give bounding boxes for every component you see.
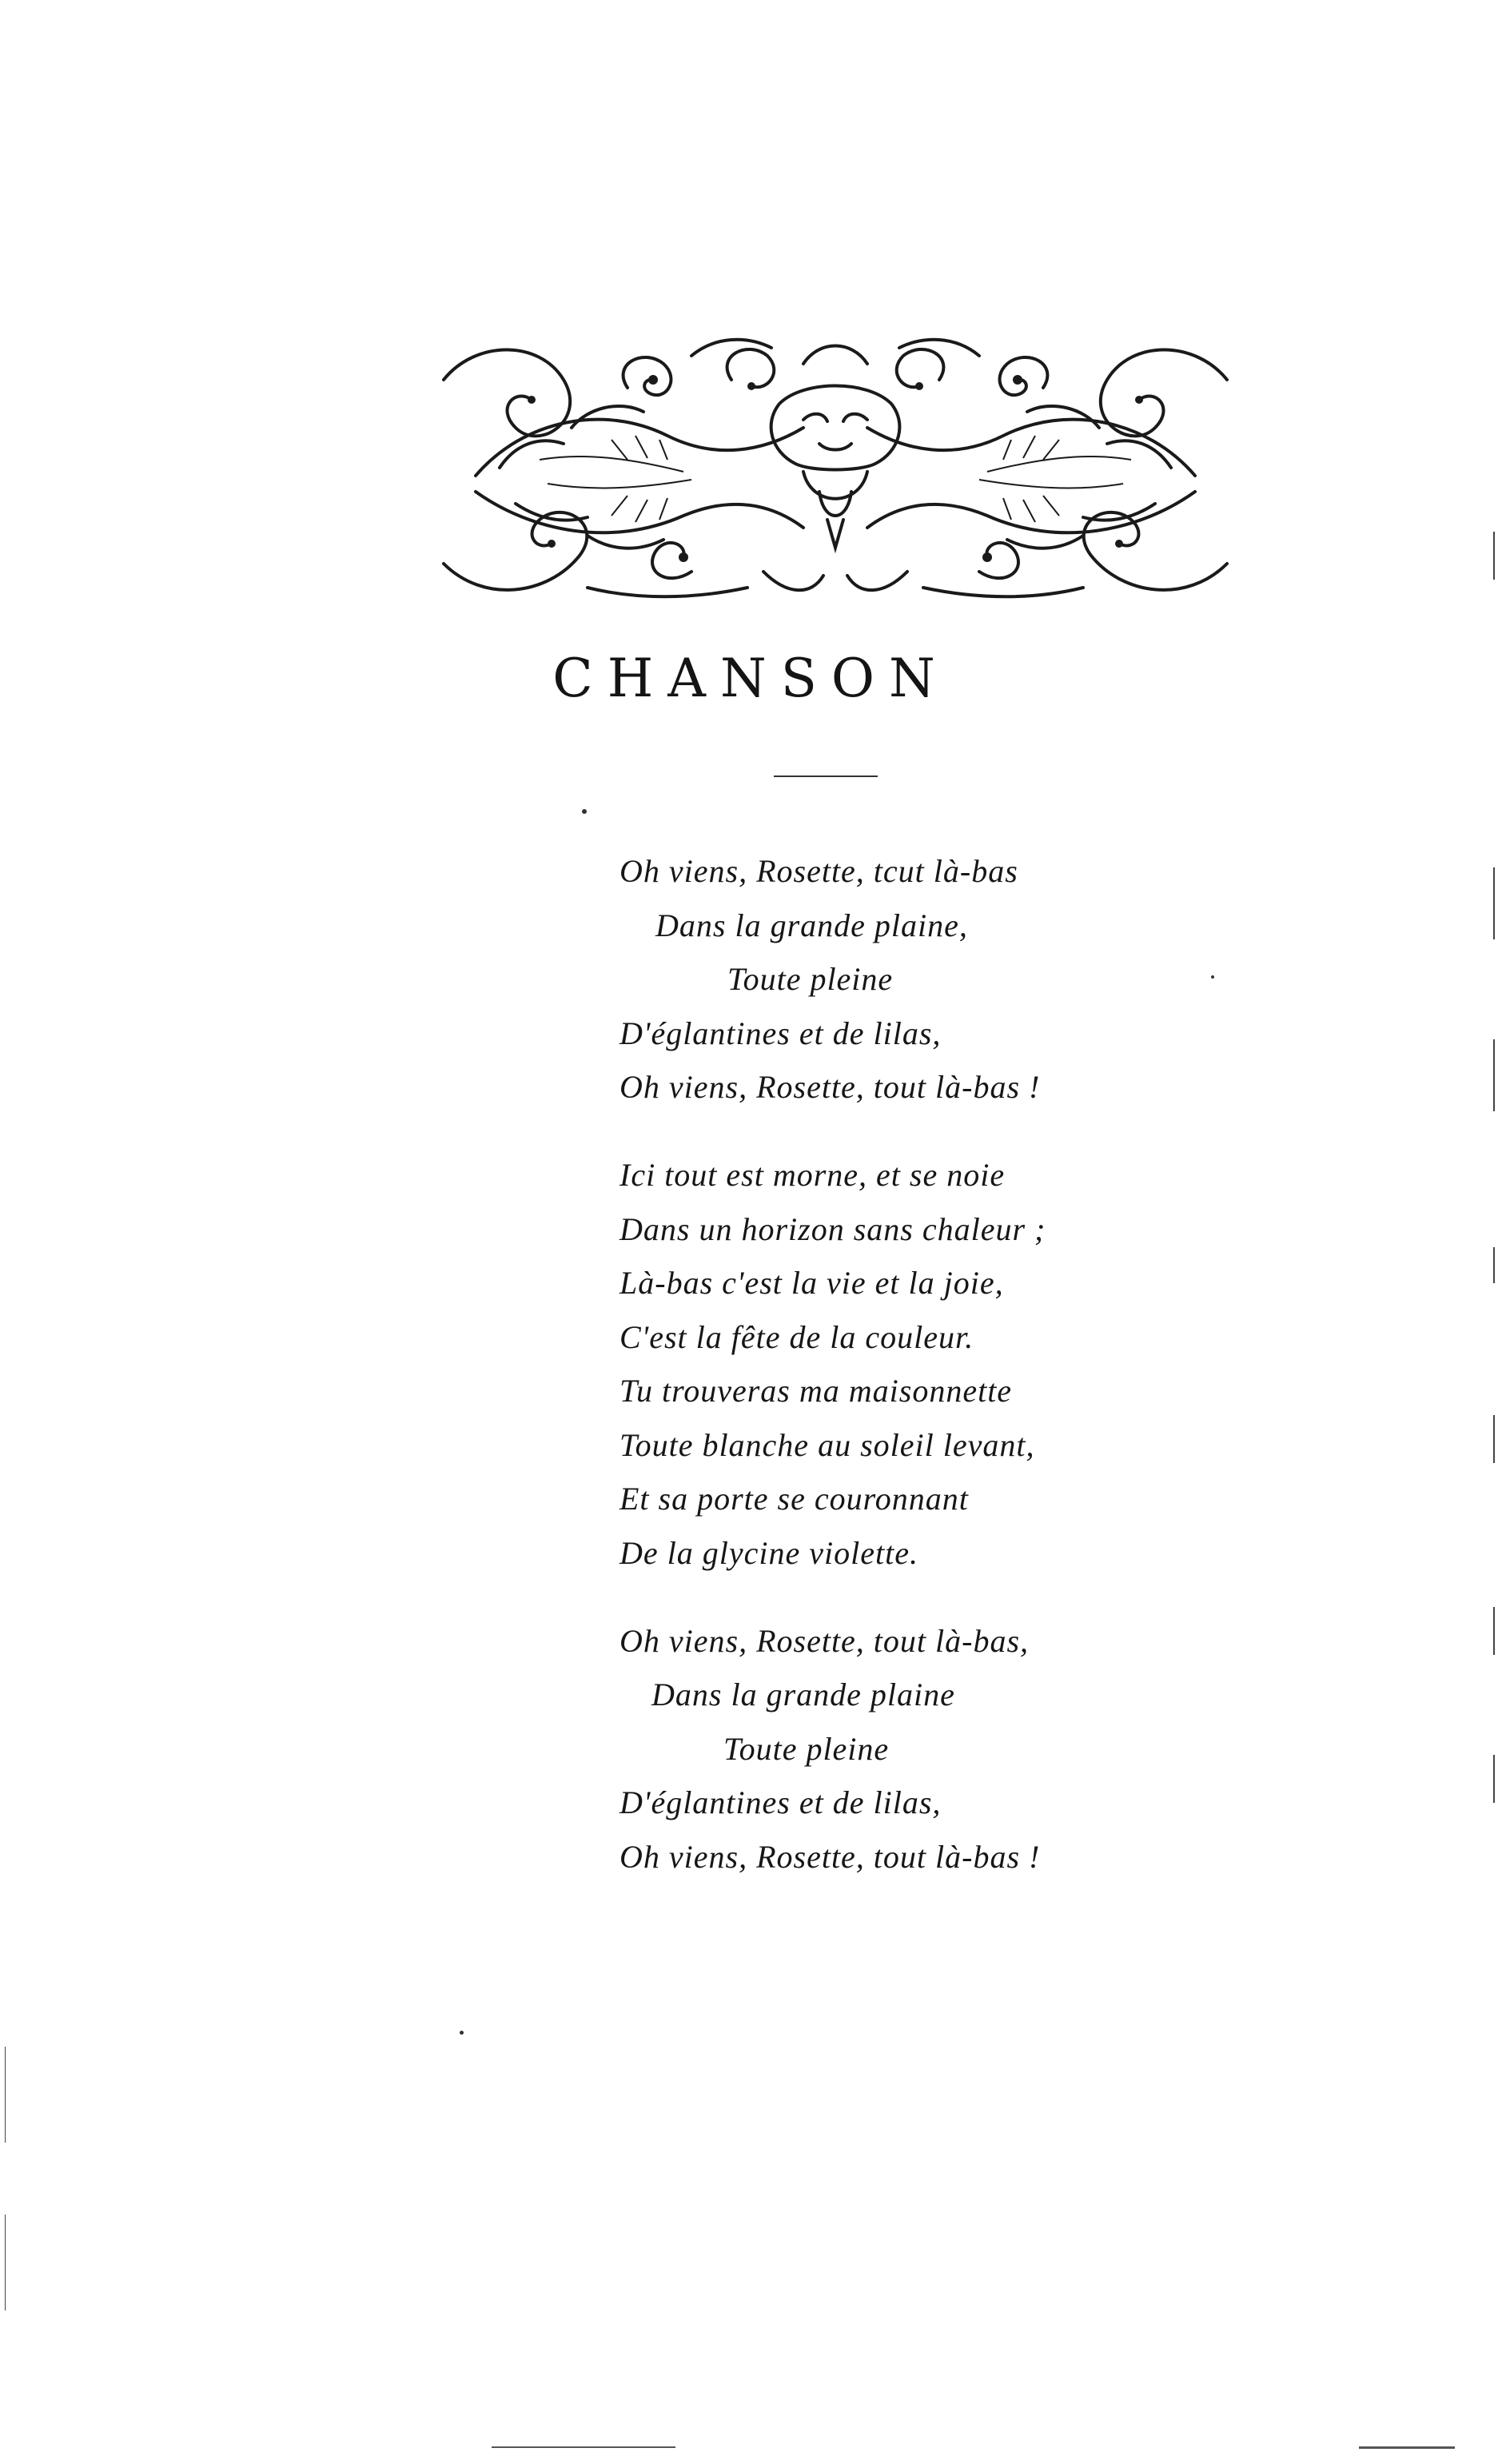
scan-edge-mark <box>1493 532 1495 580</box>
page-title: CHANSON <box>552 648 950 709</box>
scan-edge-bar <box>492 2446 675 2448</box>
poem-line: Oh viens, Rosette, tout là-bas, <box>620 1623 1030 1659</box>
poem-line: D'églantines et de lilas, <box>620 1784 942 1820</box>
scan-edge-mark <box>1493 1247 1495 1283</box>
scan-edge-mark <box>1493 1755 1495 1803</box>
poem-line: Ici tout est morne, et se noie <box>620 1157 1006 1193</box>
poem-line: Tu trouveras ma maisonnette <box>620 1373 1013 1409</box>
poem-line: Dans la grande plaine, <box>655 907 968 943</box>
scan-edge-mark <box>1493 1039 1495 1111</box>
ink-speck <box>1211 975 1214 979</box>
poem-line: Oh viens, Rosette, tout là-bas ! <box>620 1069 1041 1105</box>
poem-line: Toute pleine <box>727 961 894 997</box>
poem-line: Là-bas c'est la vie et la joie, <box>620 1265 1004 1301</box>
poem-line: Oh viens, Rosette, tout là-bas ! <box>620 1839 1041 1875</box>
poem-line: Toute blanche au soleil levant, <box>620 1427 1035 1463</box>
ink-speck <box>460 2031 464 2035</box>
poem-line: Dans un horizon sans chaleur ; <box>620 1211 1046 1247</box>
poem-line: Et sa porte se couronnant <box>620 1481 969 1517</box>
scan-edge-mark <box>1493 1415 1495 1463</box>
poem-line: Toute pleine <box>723 1731 890 1767</box>
poem-line: De la glycine violette. <box>620 1535 918 1571</box>
poem-line: Oh viens, Rosette, tcut là-bas <box>620 853 1018 889</box>
poem-line: D'églantines et de lilas, <box>620 1015 942 1051</box>
scan-edge-mark <box>1493 867 1495 939</box>
scan-edge-mark <box>1493 1607 1495 1655</box>
scan-edge-mark <box>5 2215 6 2310</box>
scan-edge-mark <box>5 2047 6 2143</box>
scan-edge-bar <box>1359 2446 1455 2449</box>
headpiece-ornament-icon <box>428 332 1243 608</box>
title-divider <box>774 775 878 777</box>
poem-line: Dans la grande plaine <box>651 1677 955 1712</box>
ink-speck <box>582 809 587 814</box>
poem-line: C'est la fête de la couleur. <box>620 1319 974 1355</box>
